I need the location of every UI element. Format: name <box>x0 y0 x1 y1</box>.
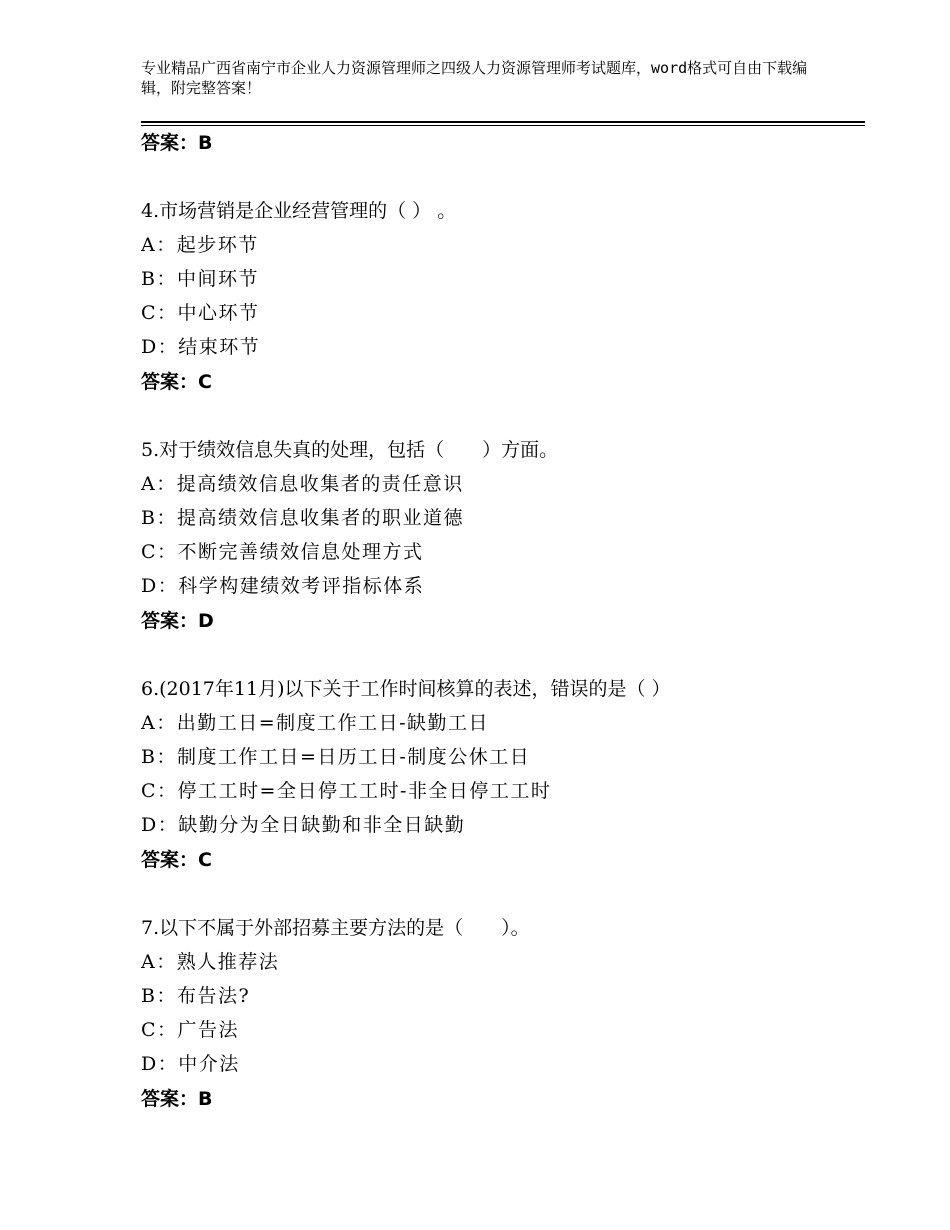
option-c: C：停工工时=全日停工工时-非全日停工工时 <box>141 780 552 802</box>
answer-line: 答案：B <box>141 1088 213 1110</box>
option-b: B：制度工作工日=日历工日-制度公休工日 <box>141 746 531 768</box>
question-stem: 4.市场营销是企业经营管理的（ ） 。 <box>141 200 457 222</box>
option-a: A：起步环节 <box>141 234 259 256</box>
answer-line: 答案：C <box>141 849 212 871</box>
option-d: D：缺勤分为全日缺勤和非全日缺勤 <box>141 814 466 836</box>
document-header: 专业精品广西省南宁市企业人力资源管理师之四级人力资源管理师考试题库，word格式可自由下载编辑，附完整答案！ <box>141 59 808 97</box>
header-rule-thick <box>141 121 865 123</box>
answer-line: 答案：D <box>141 610 214 632</box>
option-d: D：结束环节 <box>141 336 261 358</box>
option-c: C：不断完善绩效信息处理方式 <box>141 541 424 563</box>
question-stem: 6.(2017年11月)以下关于工作时间核算的表述，错误的是（ ） <box>141 678 671 700</box>
header-rule-thin <box>141 125 865 126</box>
option-b: B：布告法? <box>141 985 251 1007</box>
option-a: A：提高绩效信息收集者的责任意识 <box>141 473 464 495</box>
option-d: D：中介法 <box>141 1053 240 1075</box>
answer-line: 答案：B <box>141 132 213 154</box>
option-d: D：科学构建绩效考评指标体系 <box>141 575 425 597</box>
option-c: C：中心环节 <box>141 302 260 324</box>
option-a: A：熟人推荐法 <box>141 951 280 973</box>
question-stem: 7.以下不属于外部招募主要方法的是（ ）。 <box>141 917 530 939</box>
option-c: C：广告法 <box>141 1019 240 1041</box>
answer-line: 答案：C <box>141 371 212 393</box>
option-a: A：出勤工日=制度工作工日-缺勤工日 <box>141 712 490 734</box>
question-stem: 5.对于绩效信息失真的处理，包括（ ）方面。 <box>141 439 559 461</box>
option-b: B：提高绩效信息收集者的职业道德 <box>141 507 464 529</box>
option-b: B：中间环节 <box>141 268 259 290</box>
